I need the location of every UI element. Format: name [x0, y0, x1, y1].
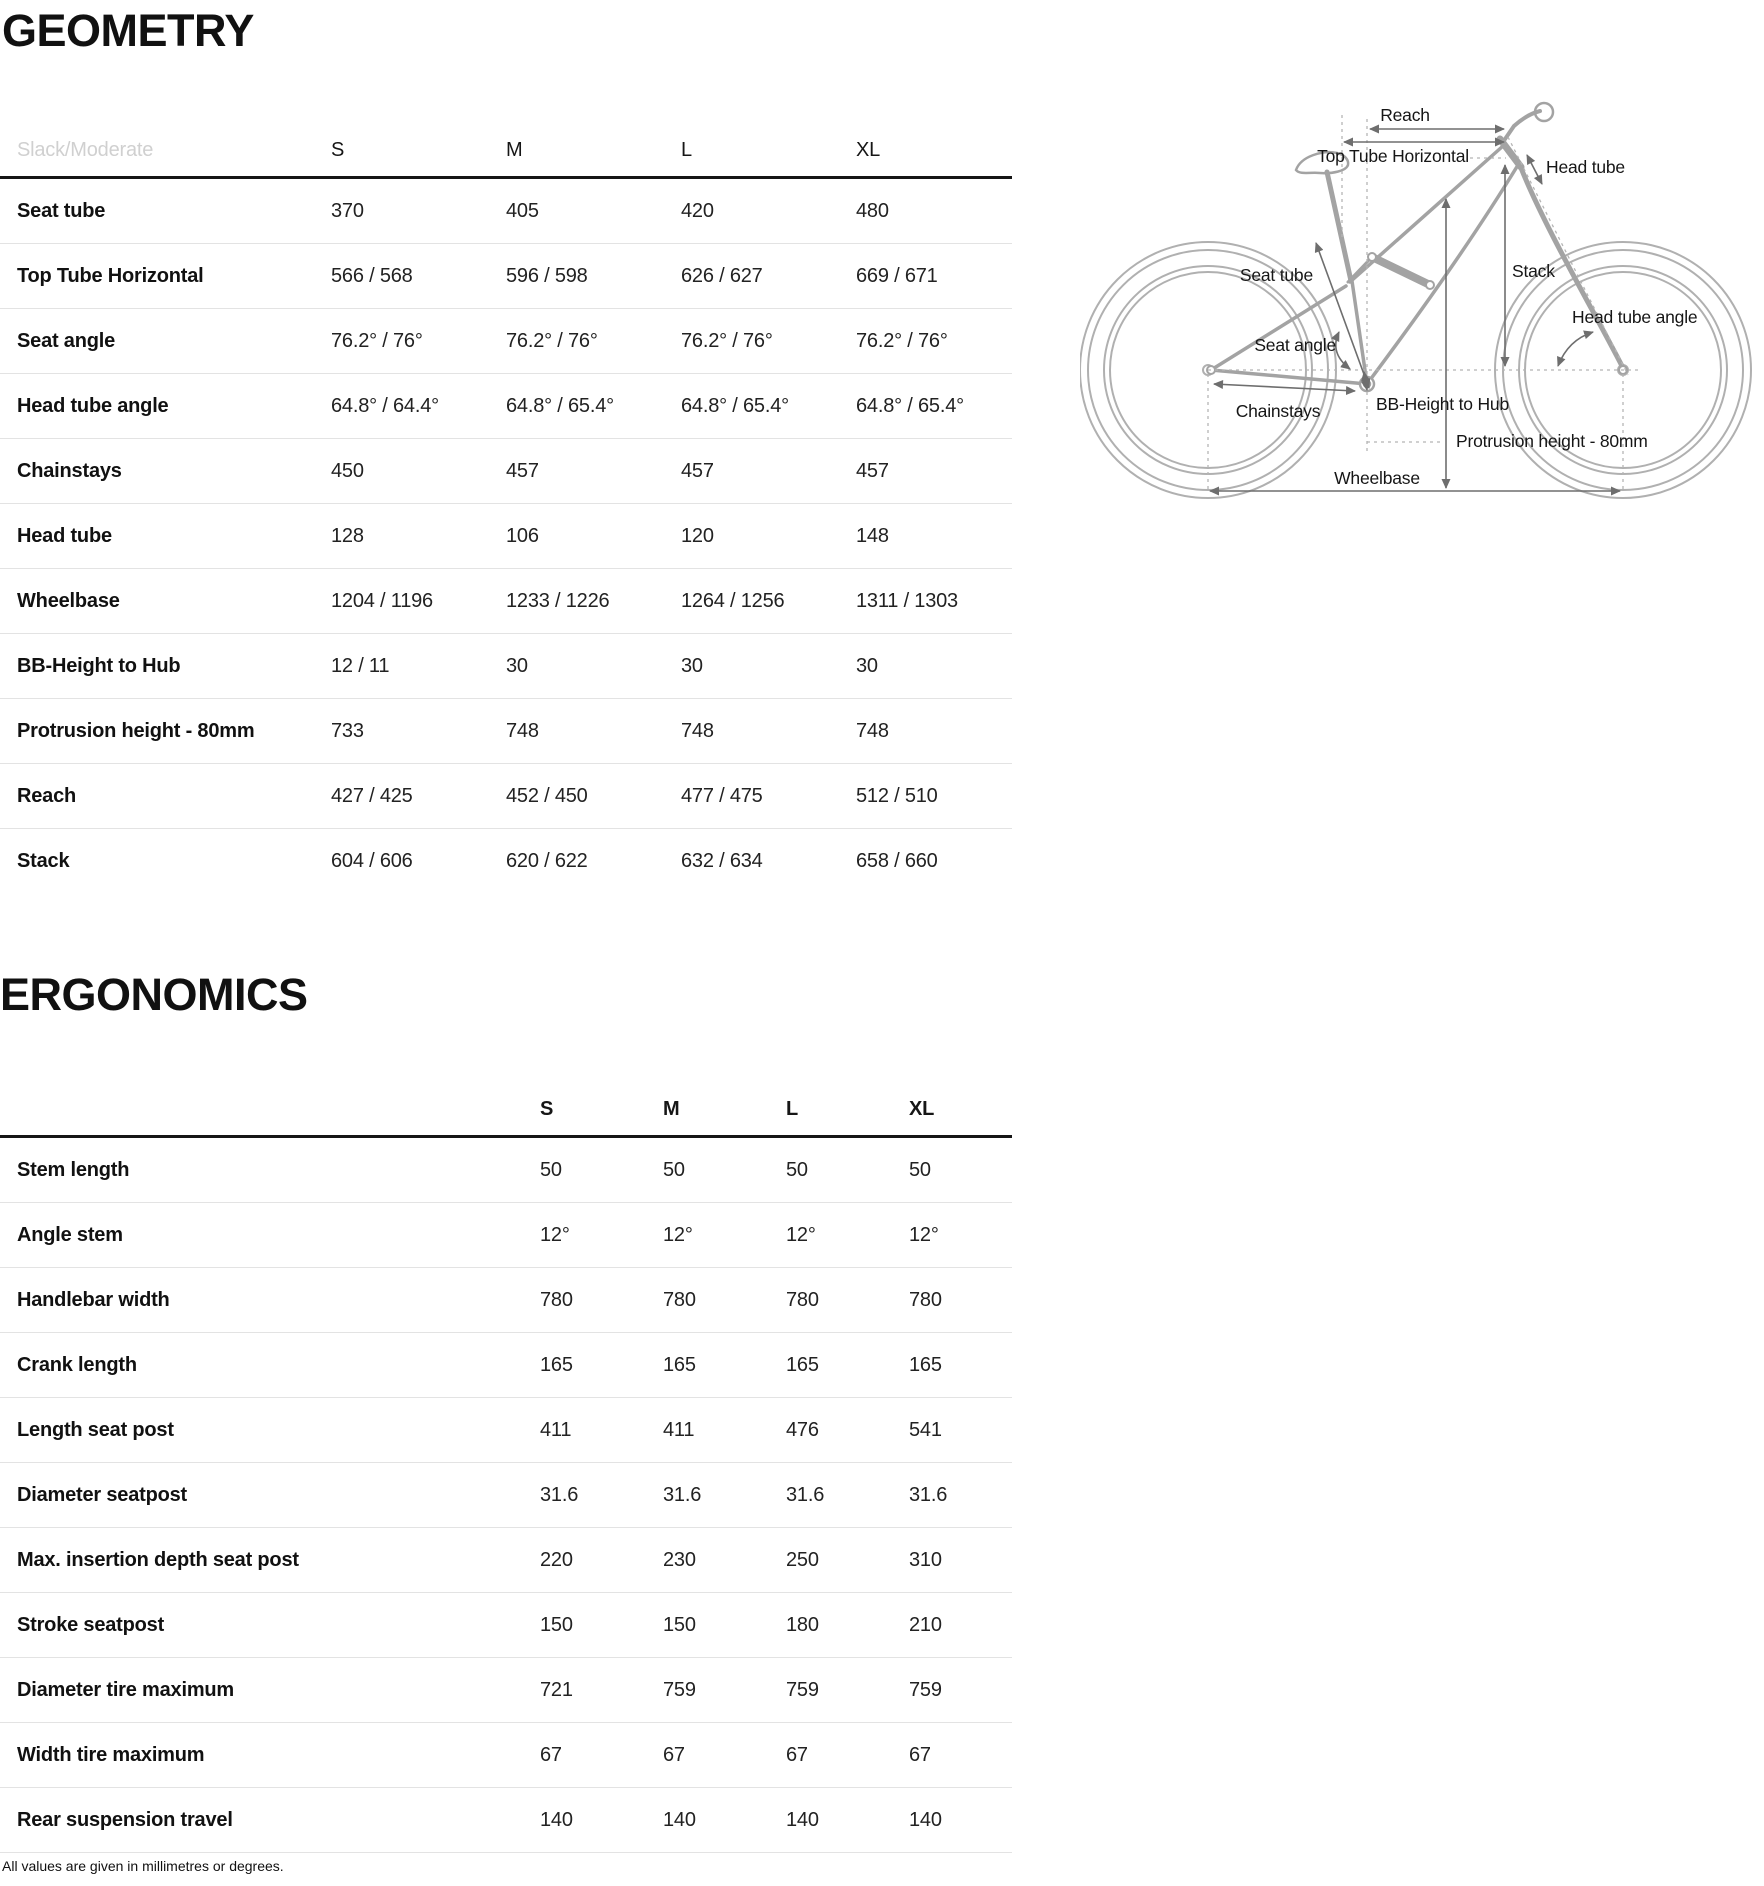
spec-row-label: BB-Height to Hub: [0, 634, 331, 699]
spec-value: 76.2° / 76°: [331, 309, 506, 374]
spec-value: 165: [786, 1333, 909, 1398]
units-footnote: All values are given in millimetres or degrees.: [2, 1858, 284, 1874]
spec-value: 150: [540, 1593, 663, 1658]
size-column-header: S: [540, 1059, 663, 1137]
spec-value: 721: [540, 1658, 663, 1723]
spec-value: 310: [909, 1528, 1012, 1593]
spec-row-label: Max. insertion depth seat post: [0, 1528, 540, 1593]
table-corner-label: Slack/Moderate: [0, 100, 331, 178]
size-column-header: XL: [909, 1059, 1012, 1137]
spec-value: 67: [786, 1723, 909, 1788]
spec-row-label: Stroke seatpost: [0, 1593, 540, 1658]
spec-value: 230: [663, 1528, 786, 1593]
spec-value: 780: [909, 1268, 1012, 1333]
seat-angle-label: Seat angle: [1254, 335, 1336, 355]
spec-value: 476: [786, 1398, 909, 1463]
spec-row-label: Seat angle: [0, 309, 331, 374]
spec-value: 457: [681, 439, 856, 504]
spec-value: 50: [786, 1137, 909, 1203]
spec-value: 31.6: [909, 1463, 1012, 1528]
spec-value: 405: [506, 178, 681, 244]
spec-value: 140: [540, 1788, 663, 1853]
spec-value: 250: [786, 1528, 909, 1593]
spec-value: 140: [663, 1788, 786, 1853]
spec-value: 165: [663, 1333, 786, 1398]
spec-row-label: Crank length: [0, 1333, 540, 1398]
spec-row-label: Diameter seatpost: [0, 1463, 540, 1528]
geometry-section-title: GEOMETRY: [2, 5, 254, 56]
spec-row-label: Handlebar width: [0, 1268, 540, 1333]
spec-value: 220: [540, 1528, 663, 1593]
spec-value: 140: [786, 1788, 909, 1853]
spec-value: 452 / 450: [506, 764, 681, 829]
chainstays-label: Chainstays: [1235, 401, 1321, 421]
spec-value: 620 / 622: [506, 849, 588, 872]
spec-value: 669 / 671: [856, 244, 1012, 309]
shock-mount: [1426, 281, 1434, 289]
spec-value: 1311 / 1303: [856, 569, 1012, 634]
spec-value: 541: [909, 1398, 1012, 1463]
spec-row: [0, 1658, 1012, 1723]
size-column-header: M: [663, 1059, 786, 1137]
spec-row: [0, 374, 1012, 439]
top-tube-horizontal-label: Top Tube Horizontal: [1317, 146, 1469, 166]
size-column-header: S: [331, 100, 506, 178]
spec-value: 12°: [909, 1203, 1012, 1268]
spec-value: 67: [540, 1723, 663, 1788]
spec-row: [0, 764, 1012, 829]
spec-value: 780: [540, 1268, 663, 1333]
spec-row-label: Width tire maximum: [0, 1723, 540, 1788]
spec-value: 76.2° / 76°: [506, 309, 681, 374]
spec-value: 748: [681, 699, 856, 764]
rear-shock: [1372, 257, 1430, 285]
spec-value: 759: [909, 1658, 1012, 1723]
spec-row: [0, 504, 1012, 569]
spec-value: 1204 / 1196: [331, 569, 506, 634]
spec-value: 411: [540, 1398, 663, 1463]
spec-row-label: Length seat post: [0, 1398, 540, 1463]
bike-geometry-diagram: [1080, 85, 1764, 525]
size-header-row: [0, 100, 1012, 178]
spec-value: 50: [909, 1137, 1012, 1203]
spec-value: 477 / 475: [681, 764, 856, 829]
spec-value: 748: [506, 699, 681, 764]
spec-row-label: Reach: [0, 764, 331, 829]
spec-value: 120: [681, 504, 856, 569]
size-column-header: L: [681, 100, 856, 178]
spec-row: [0, 1398, 1012, 1463]
chainstay-line: [1211, 370, 1367, 384]
spec-value: 150: [663, 1593, 786, 1658]
spec-value: 64.8° / 64.4°: [331, 374, 506, 439]
spec-value: 64.8° / 65.4°: [856, 374, 1012, 439]
spec-value: 759: [663, 1658, 786, 1723]
spec-value: 31.6: [540, 1463, 663, 1528]
spec-row: [0, 309, 1012, 374]
spec-value: 566 / 568: [331, 244, 506, 309]
wheelbase-label: Wheelbase: [1334, 468, 1420, 488]
spec-row: [0, 1723, 1012, 1788]
spec-row: [0, 1203, 1012, 1268]
seat-tube-label: Seat tube: [1239, 265, 1313, 285]
spec-row: [0, 569, 1012, 634]
seat-angle-arc: [1336, 332, 1350, 369]
spec-value: 420: [681, 178, 856, 244]
spec-value: 140: [909, 1788, 1012, 1853]
spec-value: 457: [506, 439, 681, 504]
spec-value: 64.8° / 65.4°: [681, 374, 856, 439]
spec-value: 457: [856, 439, 1012, 504]
spec-value: 76.2° / 76°: [856, 309, 1012, 374]
spec-row: [0, 1593, 1012, 1658]
spec-value: 1264 / 1256: [681, 569, 856, 634]
spec-row: [0, 1528, 1012, 1593]
spec-value: 450: [331, 439, 506, 504]
spec-row: [0, 439, 1012, 504]
spec-value: 748: [856, 699, 1012, 764]
spec-row: [0, 244, 1012, 309]
spec-value: 1233 / 1226: [506, 569, 681, 634]
spec-row-label: Wheelbase: [0, 569, 331, 634]
spec-value: 31.6: [663, 1463, 786, 1528]
protrusion-height-label: Protrusion height - 80mm: [1456, 431, 1648, 451]
spec-value: 626 / 627: [681, 244, 856, 309]
head-tube-angle-label: Head tube angle: [1572, 307, 1698, 327]
spec-value: 64.8° / 65.4°: [506, 374, 681, 439]
spec-value: 780: [663, 1268, 786, 1333]
spec-value: 106: [506, 504, 681, 569]
spec-value: 12 / 11: [331, 634, 506, 699]
size-column-header: M: [506, 100, 681, 178]
spec-row: [0, 1268, 1012, 1333]
diagram-labels: [1236, 105, 1698, 488]
spec-value: 512 / 510: [856, 764, 1012, 829]
spec-row-label: Seat tube: [0, 178, 331, 244]
size-column-header: XL: [856, 100, 1012, 178]
spec-value: 12°: [540, 1203, 663, 1268]
spec-row-label: Head tube: [0, 504, 331, 569]
spec-row-label: Chainstays: [0, 439, 331, 504]
spec-value: 30: [856, 634, 1012, 699]
spec-value: 31.6: [786, 1463, 909, 1528]
spec-value: 180: [786, 1593, 909, 1658]
geometry-table: [0, 100, 1012, 893]
spec-row-label: Rear suspension travel: [0, 1788, 540, 1853]
size-header-row: [0, 1059, 1012, 1137]
spec-value: 50: [663, 1137, 786, 1203]
spec-row-label: Top Tube Horizontal: [0, 244, 331, 309]
spec-value: 759: [786, 1658, 909, 1723]
stack-label: Stack: [1512, 261, 1555, 281]
spec-value: 604 / 606: [331, 849, 413, 872]
spec-value: 67: [663, 1723, 786, 1788]
reach-label: Reach: [1380, 105, 1430, 125]
head-tube-label: Head tube: [1546, 157, 1625, 177]
spec-value: 632 / 634: [681, 849, 763, 872]
spec-value: 30: [681, 634, 856, 699]
spec-value: 76.2° / 76°: [681, 309, 856, 374]
spec-value: 128: [331, 504, 506, 569]
seatstay-line: [1211, 286, 1346, 370]
spec-row: [0, 178, 1012, 244]
ergonomics-section-title: ERGONOMICS: [0, 969, 308, 1020]
spec-value: 596 / 598: [506, 244, 681, 309]
spec-row: [0, 1463, 1012, 1528]
head-tube-arrow: [1527, 155, 1542, 184]
spec-value: 411: [663, 1398, 786, 1463]
bb-height-to-hub-label: BB-Height to Hub: [1376, 394, 1509, 414]
spec-value: 370: [331, 178, 506, 244]
spec-value: 427 / 425: [331, 764, 506, 829]
rocker-link: [1348, 257, 1372, 282]
spec-value: 50: [540, 1137, 663, 1203]
spec-value: 165: [540, 1333, 663, 1398]
spec-value: 12°: [663, 1203, 786, 1268]
spec-value: 148: [856, 504, 1012, 569]
spec-row: [0, 1137, 1012, 1203]
seat-tube-line: [1352, 281, 1367, 384]
spec-row: [0, 699, 1012, 764]
head-tube-angle-arc: [1558, 332, 1593, 366]
size-column-header: L: [786, 1059, 909, 1137]
ergonomics-table: [0, 1059, 1012, 1853]
spec-value: 733: [331, 699, 506, 764]
spec-value: 210: [909, 1593, 1012, 1658]
seatpost: [1327, 172, 1351, 281]
spec-value: 67: [909, 1723, 1012, 1788]
spec-row: [0, 829, 1012, 894]
spec-value: 780: [786, 1268, 909, 1333]
spec-row: [0, 1333, 1012, 1398]
spec-value: 165: [909, 1333, 1012, 1398]
spec-row-label: Stem length: [0, 1137, 540, 1203]
spec-row-label: Angle stem: [0, 1203, 540, 1268]
spec-value: 12°: [786, 1203, 909, 1268]
spec-value: 658 / 660: [856, 849, 938, 872]
spec-value: 30: [506, 634, 681, 699]
spec-value: 480: [856, 178, 1012, 244]
shock-pivot: [1368, 253, 1376, 261]
spec-row: [0, 634, 1012, 699]
spec-row-label: Protrusion height - 80mm: [0, 699, 331, 764]
spec-row-label: Stack: [17, 849, 70, 872]
spec-row: [0, 1788, 1012, 1853]
spec-row-label: Diameter tire maximum: [0, 1658, 540, 1723]
table-corner-label: [0, 1059, 540, 1137]
spec-row-label: Head tube angle: [0, 374, 331, 439]
